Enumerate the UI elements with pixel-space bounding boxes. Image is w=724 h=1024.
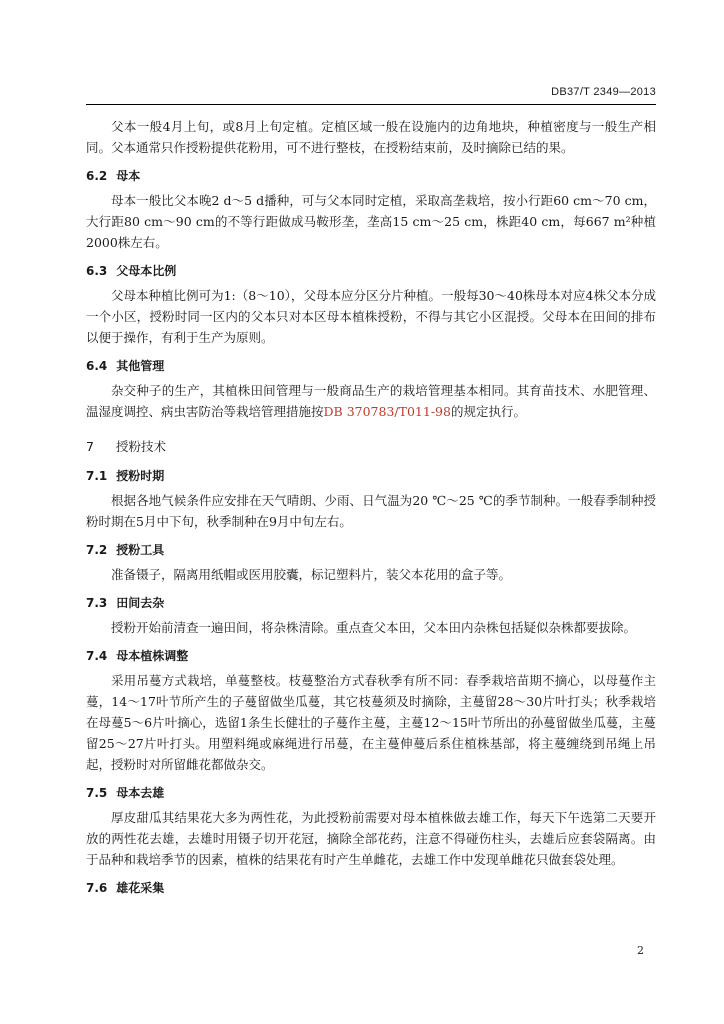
section-7-2-heading [86, 540, 656, 560]
text-after-reference: 的规定执行。 [450, 404, 526, 419]
header-rule [86, 104, 656, 105]
section-7-1-heading [86, 466, 656, 486]
section-title: 其他管理 [116, 359, 165, 373]
section-title: 母本去雄 [116, 786, 165, 800]
paragraph-male-parent-planting: 父本一般4月上旬，或8月上旬定植。定植区域一般在设施内的边角地块，种植密度与一般生产相同。父本通常只作授粉提供花粉用，可不进行整枝，在授粉结束前，及时摘除已结的果。 [86, 119, 656, 155]
section-7-3-text: 授粉开始前清查一遍田间，将杂株清除。重点查父本田，父本田内杂株包括疑似杂株都要拔除。 [111, 620, 637, 635]
section-title: 授粉时期 [116, 469, 165, 483]
section-7-1-text: 根据各地气候条件应安排在天气晴朗、少雨、日气温为20 ℃～25 ℃的季节制种。一般春季制种授粉时期在5月中下旬，秋季制种在9月中旬左右。 [86, 493, 656, 529]
section-7-3-heading [86, 593, 656, 613]
section-6-2-text: 母本一般比父本晚2 d～5 d播种，可与父本同时定植，采取高垄栽培，按小行距60 cm～70 cm，大行距80 cm～90 cm的不等行距做成马鞍形垄，垄高15 cm～25 cm，株距40 cm，每667 m²种植2000株左右。 [86, 193, 656, 250]
section-6-3-text: 父母本种植比例可为1:（8～10），父母本应分区分片种植。一般每30～40株母本对应4株父本分成一个小区，授粉时同一区内的父本只对本区母本植株授粉，不得与其它小区混授。父母本在田间的排布以便于操作，有利于生产为原则。 [86, 288, 656, 345]
section-number: 6.2 [86, 169, 108, 183]
section-7-5-heading [86, 783, 656, 803]
standard-code: DB37/T 2349—2013 [551, 86, 656, 98]
text-before-reference: 杂交种子的生产，其植株田间管理与一般商品生产的栽培管理基本相同。其育苗技术、水肥管理、温湿度调控、病虫害防治等栽培管理措施按 [86, 383, 656, 419]
standard-reference-link[interactable]: DB 370783/T011-98 [323, 404, 451, 419]
section-number: 7.3 [86, 596, 108, 610]
chapter-number: 7 [86, 439, 94, 454]
section-title: 母本 [116, 169, 141, 183]
section-6-2-heading [86, 166, 656, 186]
section-title: 授粉工具 [116, 543, 165, 557]
section-title: 母本植株调整 [116, 649, 189, 663]
section-number: 7.4 [86, 649, 108, 663]
section-7-6-heading [86, 878, 656, 898]
section-number: 6.3 [86, 264, 108, 278]
section-7-5-text: 厚皮甜瓜其结果花大多为两性花，为此授粉前需要对母本植株做去雄工作，每天下午选第二天要开放的两性花去雄，去雄时用镊子切开花冠，摘除全部花药，注意不得碰伤柱头，去雄后应套袋隔离。由于品种和栽培季节的因素，植株的结果花有时产生单雌花，去雄工作中发现单雌花只做套袋处理。 [86, 810, 656, 867]
section-6-4-heading [86, 356, 656, 376]
chapter-7-heading [86, 436, 656, 458]
section-7-2-text: 准备镊子，隔离用纸帽或医用胶囊，标记塑料片，装父本花用的盒子等。 [111, 567, 512, 582]
section-title: 田间去杂 [116, 596, 165, 610]
section-7-4-text: 采用吊蔓方式栽培，单蔓整枝。枝蔓整治方式春秋季有所不同：春季栽培苗期不摘心，以母蔓作主蔓，14～17叶节所产生的子蔓留做坐瓜蔓，其它枝蔓须及时摘除，主蔓留28～30片叶打头；秋季栽培在母蔓5～6片叶摘心，选留1条生长健壮的子蔓作主蔓，主蔓12～15叶节所出的孙蔓留做坐瓜蔓，主蔓留25～27片叶打头。用塑料绳或麻绳进行吊蔓，在主蔓伸蔓后系住植株基部，将主蔓缠绕到吊绳上吊起，授粉时对所留雌花都做杂交。 [86, 673, 656, 772]
section-6-4-text [86, 380, 656, 422]
section-title: 雄花采集 [116, 881, 165, 895]
page-number: 2 [637, 944, 644, 957]
chapter-title: 授粉技术 [115, 439, 166, 454]
section-number: 7.1 [86, 469, 108, 483]
section-title: 父母本比例 [116, 264, 177, 278]
section-6-3-heading [86, 261, 656, 281]
document-body [86, 116, 656, 902]
section-7-4-heading [86, 646, 656, 666]
section-number: 7.6 [86, 881, 108, 895]
section-number: 7.5 [86, 786, 108, 800]
section-number: 7.2 [86, 543, 108, 557]
section-number: 6.4 [86, 359, 108, 373]
